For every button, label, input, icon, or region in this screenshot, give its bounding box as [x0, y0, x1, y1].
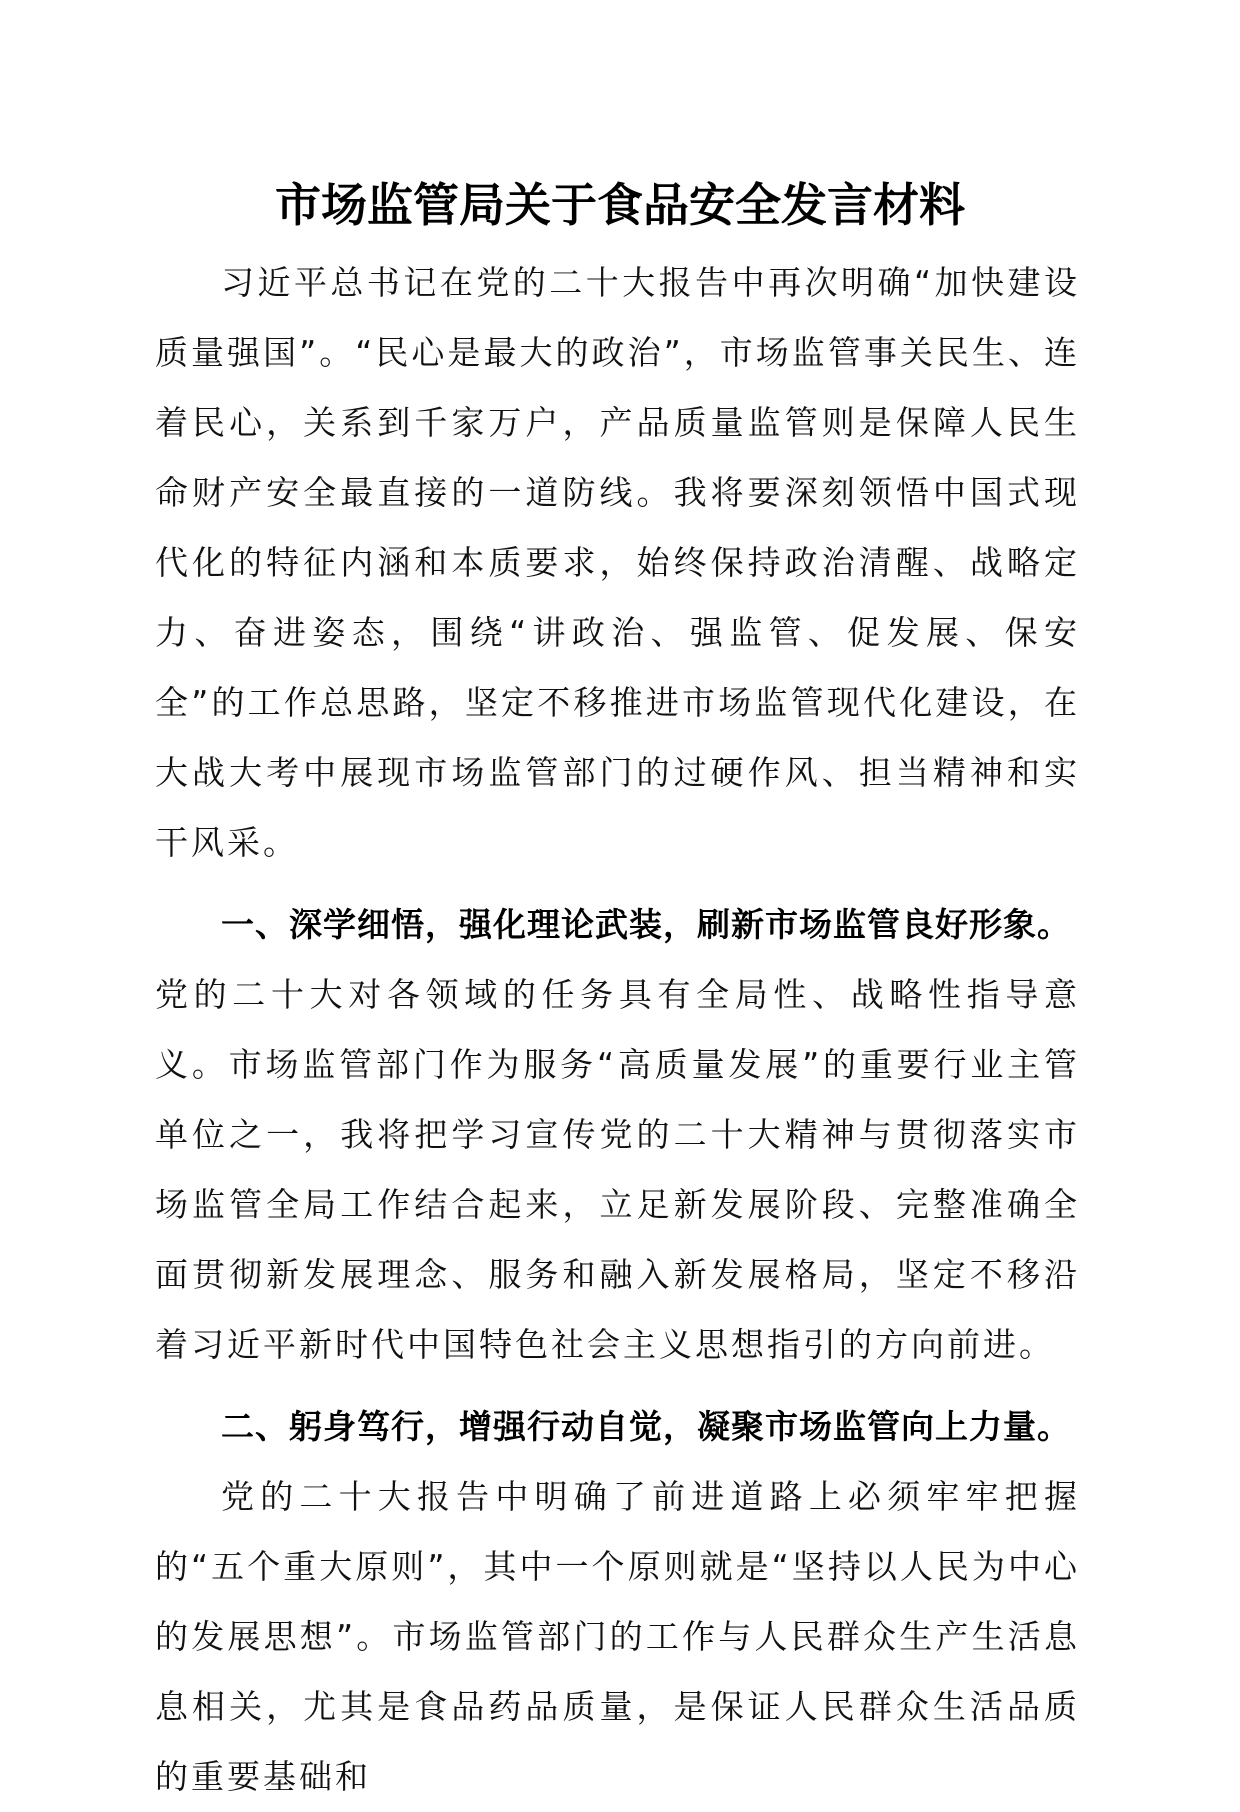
section-1-paragraph: 党的二十大对各领域的任务具有全局性、战略性指导意义。市场监管部门作为服务“高质量发展”的重要行业主管单位之一，我将把学习宣传党的二十大精神与贯彻落实市场监管全局工作结合起来，立足新发展阶段、完整准确全面贯彻新发展理念、服务和融入新发展格局，坚定不移沿着习近平新时代中国特色社会主义思想指引的方向前进。 [155, 975, 1080, 1364]
page-title: 市场监管局关于食品安全发言材料 [275, 178, 965, 232]
section-2-heading: 二、躬身笃行，增强行动自觉，凝聚市场监管向上力量。 [221, 1407, 1071, 1446]
intro-paragraph: 习近平总书记在党的二十大报告中再次明确“加快建设质量强国”。“民心是最大的政治”，市场监管事关民生、连着民心，关系到千家万户，产品质量监管则是保障人民生命财产安全最直接的一道防线。我将要深刻领悟中国式现代化的特征内涵和本质要求，始终保持政治清醒、战略定力、奋进姿态，围绕“讲政治、强监管、促发展、保安全”的工作总思路，坚定不移推进市场监管现代化建设，在大战大考中展现市场监管部门的过硬作风、担当精神和实干风采。 [155, 263, 1080, 862]
paragraph-spacer [155, 1380, 1080, 1392]
document-body [155, 248, 1080, 1812]
paragraph-spacer [155, 878, 1080, 890]
section-2-paragraph: 党的二十大报告中明确了前进道路上必须牢牢把握的“五个重大原则”，其中一个原则就是“坚持以人民为中心的发展思想”。市场监管部门的工作与人民群众生产生活息息相关，尤其是食品药品质量，是保证人民群众生活品质的重要基础和 [155, 1477, 1080, 1796]
section-1-heading: 一、深学细悟，强化理论武装，刷新市场监管良好形象。 [221, 905, 1071, 944]
